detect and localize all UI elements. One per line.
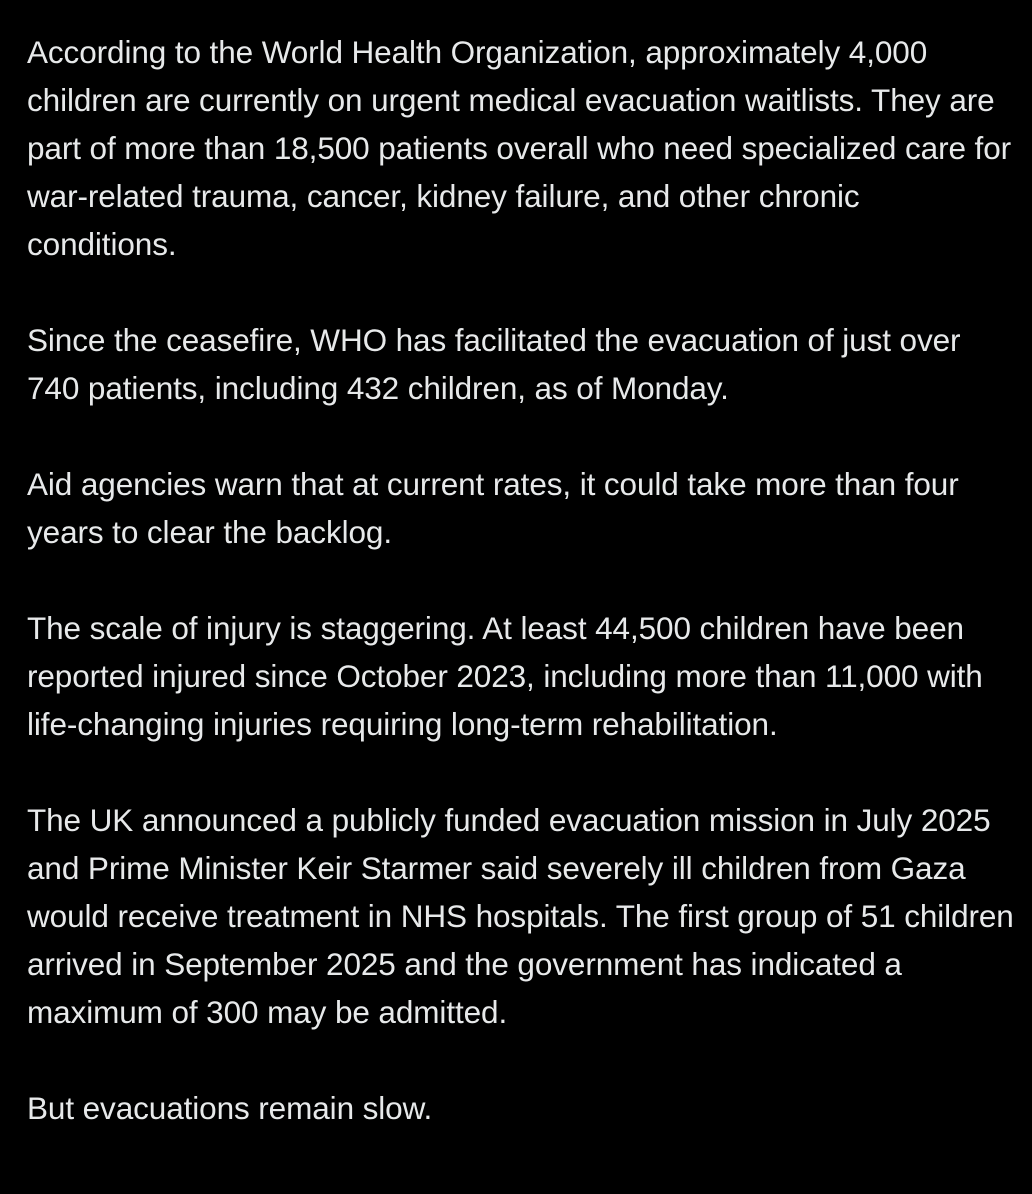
post-paragraph-1: According to the World Health Organization, approximately 4,000 children are currently on urgent medical evacuation waitlists. They are part of more than 18,500 patients overall who need specialized care for war-related trauma, cancer, kidney failure, and other chronic conditions. <box>27 34 1011 262</box>
post-paragraph-2: Since the ceasefire, WHO has facilitated the evacuation of just over 740 patients, including 432 children, as of Monday. <box>27 322 961 406</box>
post-paragraph-5: The UK announced a publicly funded evacuation mission in July 2025 and Prime Minister Keir Starmer said severely ill children from Gaza would receive treatment in NHS hospitals. The first group of 51 children arrived in September 2025 and the government has indicated a maximum of 300 may be admitted. <box>27 802 1014 1030</box>
post-paragraph-6: But evacuations remain slow. <box>27 1090 433 1126</box>
post-paragraph-3: Aid agencies warn that at current rates, it could take more than four years to clear the backlog. <box>27 466 959 550</box>
post-text-body <box>27 28 1017 1132</box>
post-paragraph-4: The scale of injury is staggering. At least 44,500 children have been reported injured since October 2023, including more than 11,000 with life-changing injuries requiring long-term rehabilitation. <box>27 610 983 742</box>
